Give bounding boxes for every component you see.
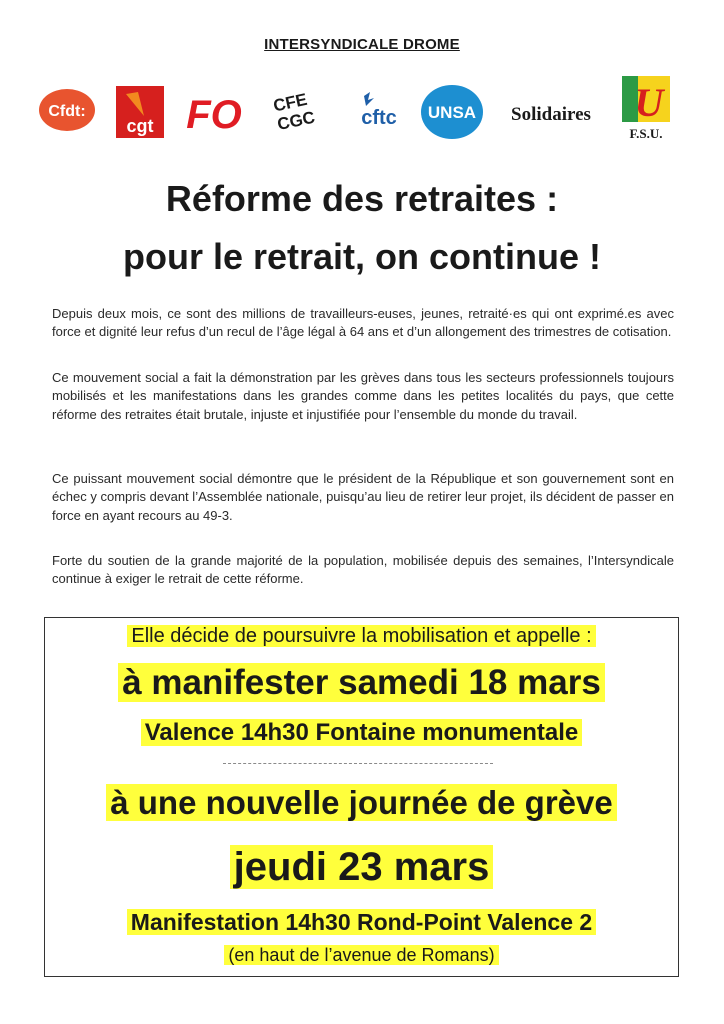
fo-logo <box>186 88 242 141</box>
mobilisation-callout <box>44 617 679 977</box>
fsu-logo-text: F.S.U. <box>629 126 663 141</box>
paragraph-4: Forte du soutien de la grande majorité de la population, mobilisée depuis des semaines, l’Intersyndicale continue à exiger le retrait de cette réforme. <box>52 553 674 587</box>
union-logos <box>0 76 724 146</box>
title-line-2: pour le retrait, on continue ! <box>122 236 602 277</box>
paragraph-3: Ce puissant mouvement social démontre que le président de la République et son gouvernement sont en échec y compris devant l’Assemblée nationale, puisqu’au lieu de retirer leur projet, ils décident de passer en force en ayant recours au 49-3. <box>52 471 674 523</box>
title-line-1: Réforme des retraites : <box>165 178 559 219</box>
event-2-date: jeudi 23 mars <box>230 845 494 889</box>
cfdt-logo <box>38 88 96 137</box>
event-2-note: (en haut de l’avenue de Romans) <box>224 945 498 965</box>
paragraph-1: Depuis deux mois, ce sont des millions de travailleurs-euses, jeunes, retraité·es qui ont exprimé.es avec force et dignité leur refus d’un recul de l’âge légal à 64 ans et d’un allongement des trimestres de cotisation. <box>52 306 674 340</box>
event-2-place: Manifestation 14h30 Rond-Point Valence 2 <box>127 909 596 935</box>
separator-line <box>223 763 493 764</box>
solidaires-logo <box>504 92 598 137</box>
cfe-cgc-logo <box>262 82 322 145</box>
cfe-cgc-logo-text-2: CGC <box>275 107 317 135</box>
event-1-place: Valence 14h30 Fontaine monumentale <box>141 719 582 746</box>
callout-intro: Elle décide de poursuivre la mobilisation et appelle : <box>127 625 595 647</box>
unsa-logo <box>420 84 484 145</box>
svg-text:U: U <box>634 80 664 125</box>
cfe-cgc-logo-text-1: CFE <box>271 89 309 116</box>
cgt-logo-text: cgt <box>126 116 154 136</box>
solidaires-logo-text: Solidaires <box>511 104 591 125</box>
event-1-title: à manifester samedi 18 mars <box>118 663 605 702</box>
event-2-title: à une nouvelle journée de grève <box>106 784 617 821</box>
fo-logo-text: FO <box>186 93 242 136</box>
cftc-logo <box>352 90 406 139</box>
page-title <box>0 170 724 286</box>
fsu-logo <box>616 76 676 147</box>
paragraph-2: Ce mouvement social a fait la démonstration par les grèves dans tous les secteurs professionnels toujours mobilisés et les manifestations dans les grandes comme dans les petites localités du pays, que cette réforme des retraites était brutale, injuste et injustifiée pour l’ensemble du monde du travail. <box>52 370 674 422</box>
cgt-logo <box>116 86 164 143</box>
cfdt-logo-text: Cfdt: <box>48 103 86 120</box>
unsa-logo-text: UNSA <box>427 103 477 122</box>
page-header: INTERSYNDICALE DROME <box>264 36 460 53</box>
cftc-logo-text: cftc <box>361 107 397 129</box>
